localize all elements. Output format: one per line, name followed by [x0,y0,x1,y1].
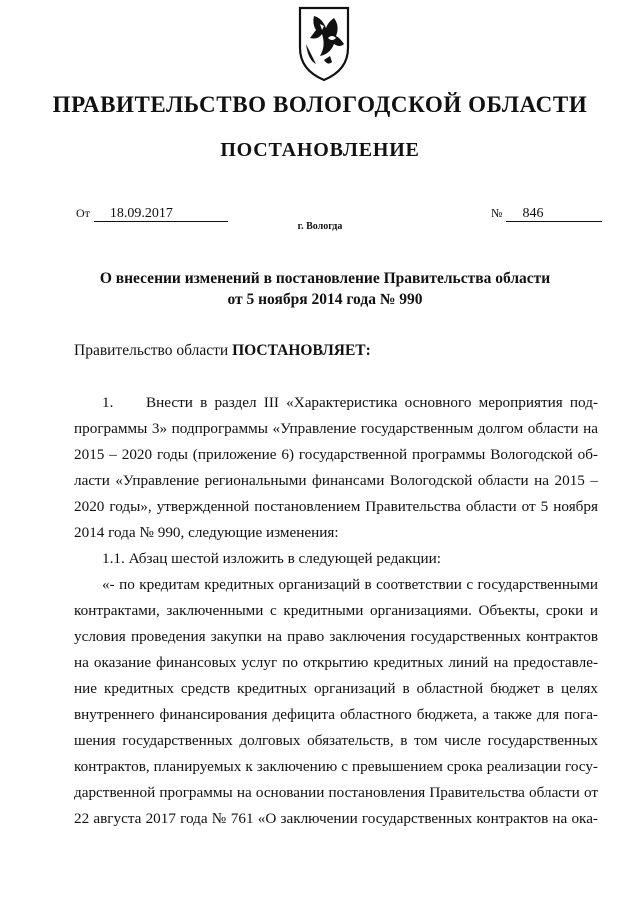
decree-text: Правительство области [74,342,233,359]
quoted-amendment-paragraph [74,572,598,832]
paragraph-line: «- по кредитам кредитных организаций в соответствии с государственными [102,576,598,593]
paragraph-line: 1.1. Абзац шестой изложить в следующей редакции: [102,550,442,567]
paragraph-line: условия проведения закупки на право заключения государственных контрактов [74,628,598,645]
paragraph-line: дарственной программы на основании постановления Правительства области от [74,784,598,801]
item-1-1-paragraph [74,546,598,572]
item-number: 1. [102,394,114,411]
paragraph-line: на оказание финансовых услуг по открытию кредитных линий на предоставле- [74,654,598,671]
paragraph-line: 1. Внести в раздел III «Характеристика основного мероприятия под- [74,390,598,416]
paragraph-line: 2015 – 2020 годы (приложение 6) государственной программы Вологодской об- [74,446,598,463]
paragraph-line: контрактами, заключенными с кредитными организациями. Объекты, сроки и [74,602,598,619]
number-value: 846 [506,206,602,222]
paragraph-line: 2014 года № 990, следующие изменения: [74,524,339,541]
date-field [76,204,228,222]
paragraph-line: программы 3» подпрограммы «Управление государственным долгом области на [74,420,598,437]
number-field [491,204,602,222]
city-label: г. Вологда [297,221,343,232]
paragraph-line: 22 августа 2017 года № 761 «О заключении государственных контрактов на ока- [74,810,598,827]
document-subject [70,268,580,310]
subject-line: от 5 ноября 2014 года № 990 [227,291,423,308]
date-value: 18.09.2017 [94,206,228,222]
paragraph-line: контрактов, планируемых к заключению с превышением срока реализации госу- [74,758,598,775]
item-1-paragraph [74,390,598,546]
decree-statement [74,342,371,360]
date-prefix: От [76,206,90,220]
subject-line: О внесении изменений в постановление Правительства области [99,270,551,287]
decree-keyword: ПОСТАНОВЛЯЕТ: [232,342,371,359]
coat-of-arms-emblem [296,4,352,84]
number-prefix: № [491,206,503,220]
government-title: ПРАВИТЕЛЬСТВО ВОЛОГОДСКОЙ ОБЛАСТИ [52,92,588,117]
paragraph-line: шения государственных долговых обязательств, в том числе государственных [74,732,598,749]
paragraph-line: ние кредитных средств кредитных организаций в областной бюджет в целях [74,680,598,697]
paragraph-line: ласти «Управление региональными финансами Вологодской области на 2015 – [74,472,598,489]
paragraph-line: 2020 годы», утвержденной постановлением Правительства области от 5 ноября [74,498,598,515]
paragraph-line: внутреннего финансирования дефицита областного бюджета, а также для пога- [74,706,598,723]
document-type-title: ПОСТАНОВЛЕНИЕ [220,139,420,161]
